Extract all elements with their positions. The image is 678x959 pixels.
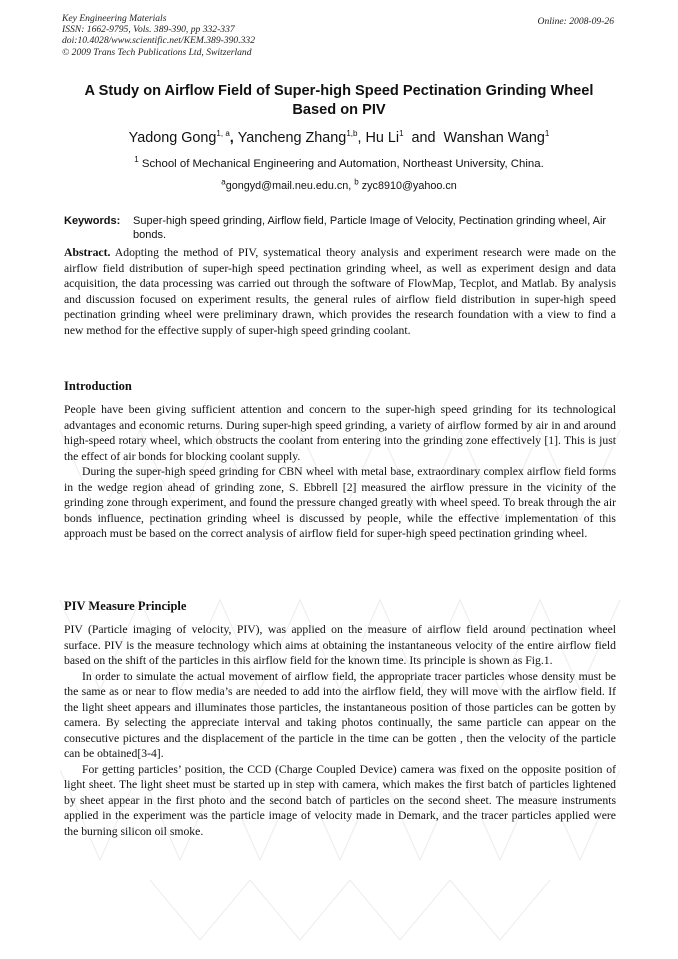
piv-body (64, 622, 616, 839)
author-affiliation-mark: 1, a (216, 129, 230, 139)
introduction-heading: Introduction (64, 379, 132, 393)
email-mark-a: a (221, 177, 226, 187)
affiliation-text: School of Mechanical Engineering and Automation, Northeast University, China. (138, 158, 544, 170)
keywords-label: Keywords: (64, 215, 121, 227)
piv-heading: PIV Measure Principle (64, 599, 187, 613)
journal-name: Key Engineering Materials (62, 13, 167, 24)
abstract-text: Adopting the method of PIV, systematical theory analysis and experiment research were made on the airflow field distribution of super-high speed pectination grinding wheel, as well as experiment design and data acquisition, the data processing was carried out through the software of FlowMap, Tecplot, and Matlab. By analysis and discussion focused on experiment results, the general rules of airflow field distribution in super-high speed pectination grinding wheel were preliminary drawn, which provides the research foundation with a view to find a new method for the effective supply of super-high speed grinding coolant. (64, 246, 616, 337)
author-name: Wanshan Wang (443, 130, 545, 146)
author-name: Yadong Gong (128, 130, 217, 146)
introduction-body (64, 402, 616, 542)
abstract-label: Abstract. (64, 246, 111, 259)
author-affiliation-mark: 1,b (346, 129, 358, 139)
paragraph: People have been giving sufficient attention and concern to the super-high speed grinding for its technological advantages and economic returns. During super-high speed grinding, a variety of airflow formed by air in and around high-speed rotary wheel, which obstructs the coolant from entering into the grinding zone effectively [1]. This is just the effect of air bonds for blocking coolant supply. (64, 403, 616, 463)
author-affiliation-mark: 1 (399, 129, 404, 139)
author-affiliation-mark: 1 (544, 129, 550, 139)
author-emails (40, 177, 638, 192)
keywords-section (64, 214, 616, 242)
keywords-text: Super-high speed grinding, Airflow field, Particle Image of Velocity, Pectination grinding wheel, Air bonds. (133, 215, 607, 241)
paragraph: In order to simulate the actual movement of airflow field, the appropriate tracer particles whose density must be the same as or near to flow media’s are needed to add into the airflow field, they will move with the airflow field. If the light sheet appears and illuminates those particles, the instantaneous position of those particles can be gotten by camera. By selecting the appreciate interval and taking photos continually, the same particle can appear on the consecutive pictures and the displacement of the particle in the time can be gotten , then the velocity of the particle can be obtained[3-4]. (64, 669, 616, 760)
author-name: Hu Li (365, 130, 400, 146)
abstract (64, 245, 616, 338)
author-separator: , (357, 130, 366, 146)
paragraph: During the super-high speed grinding for CBN wheel with metal base, extraordinary complex airflow field forms in the wedge region ahead of grinding zone, S. Ebbrell [2] measured the airflow pressure in the vicinity of the grinding zone through experiment, and found the pressure changed greatly with wheel speed. To break through the air bonds influence, pectination grinding wheel is discussed by people, while the effective implementation of this approach must be based on the correct analysis of airflow field for super-high speed pectination grinding wheel. (64, 465, 616, 540)
paper-title: A Study on Airflow Field of Super-high Speed Pectination Grinding Wheel Based on PIV (84, 83, 594, 118)
issn-line: ISSN: 1662-9795, Vols. 389-390, pp 332-337 (62, 24, 235, 36)
email-mark-b: b (354, 177, 359, 187)
email-b: zyc8910@yahoo.cn (358, 180, 457, 192)
paragraph: For getting particles’ position, the CCD (Charge Coupled Device) camera was fixed on the opposite position of light sheet. The light sheet must be started up in step with camera, which makes the first batch of particles lightened by sheet appear in the first photo and the second batch of particles on the second sheet. The measure instruments applied in the experiment was the particle image of velocity made in Demark, and the tracer particles applied were the burning silicon oil smoke. (64, 762, 616, 838)
author-separator: and (403, 130, 444, 146)
affiliation (40, 155, 638, 170)
affiliation-mark: 1 (134, 155, 139, 165)
author-list (40, 130, 638, 146)
email-a: gongyd@mail.neu.edu.cn, (225, 180, 355, 192)
author-separator: , (229, 130, 238, 146)
copyright-line: © 2009 Trans Tech Publications Ltd, Switzerland (62, 46, 252, 58)
doi-line: doi:10.4028/www.scientific.net/KEM.389-390.332 (62, 35, 256, 47)
paragraph: PIV (Particle imaging of velocity, PIV), was applied on the measure of airflow field around pectination wheel surface. PIV is the measure technology which aims at obtaining the instantaneous velocity of the entire airflow field based on the shift of the particles in this airflow field for the known time. Its principle is shown as Fig.1. (64, 623, 616, 667)
online-date: Online: 2008-09-26 (537, 16, 614, 27)
journal-header (62, 13, 255, 58)
author-name: Yancheng Zhang (237, 130, 347, 146)
